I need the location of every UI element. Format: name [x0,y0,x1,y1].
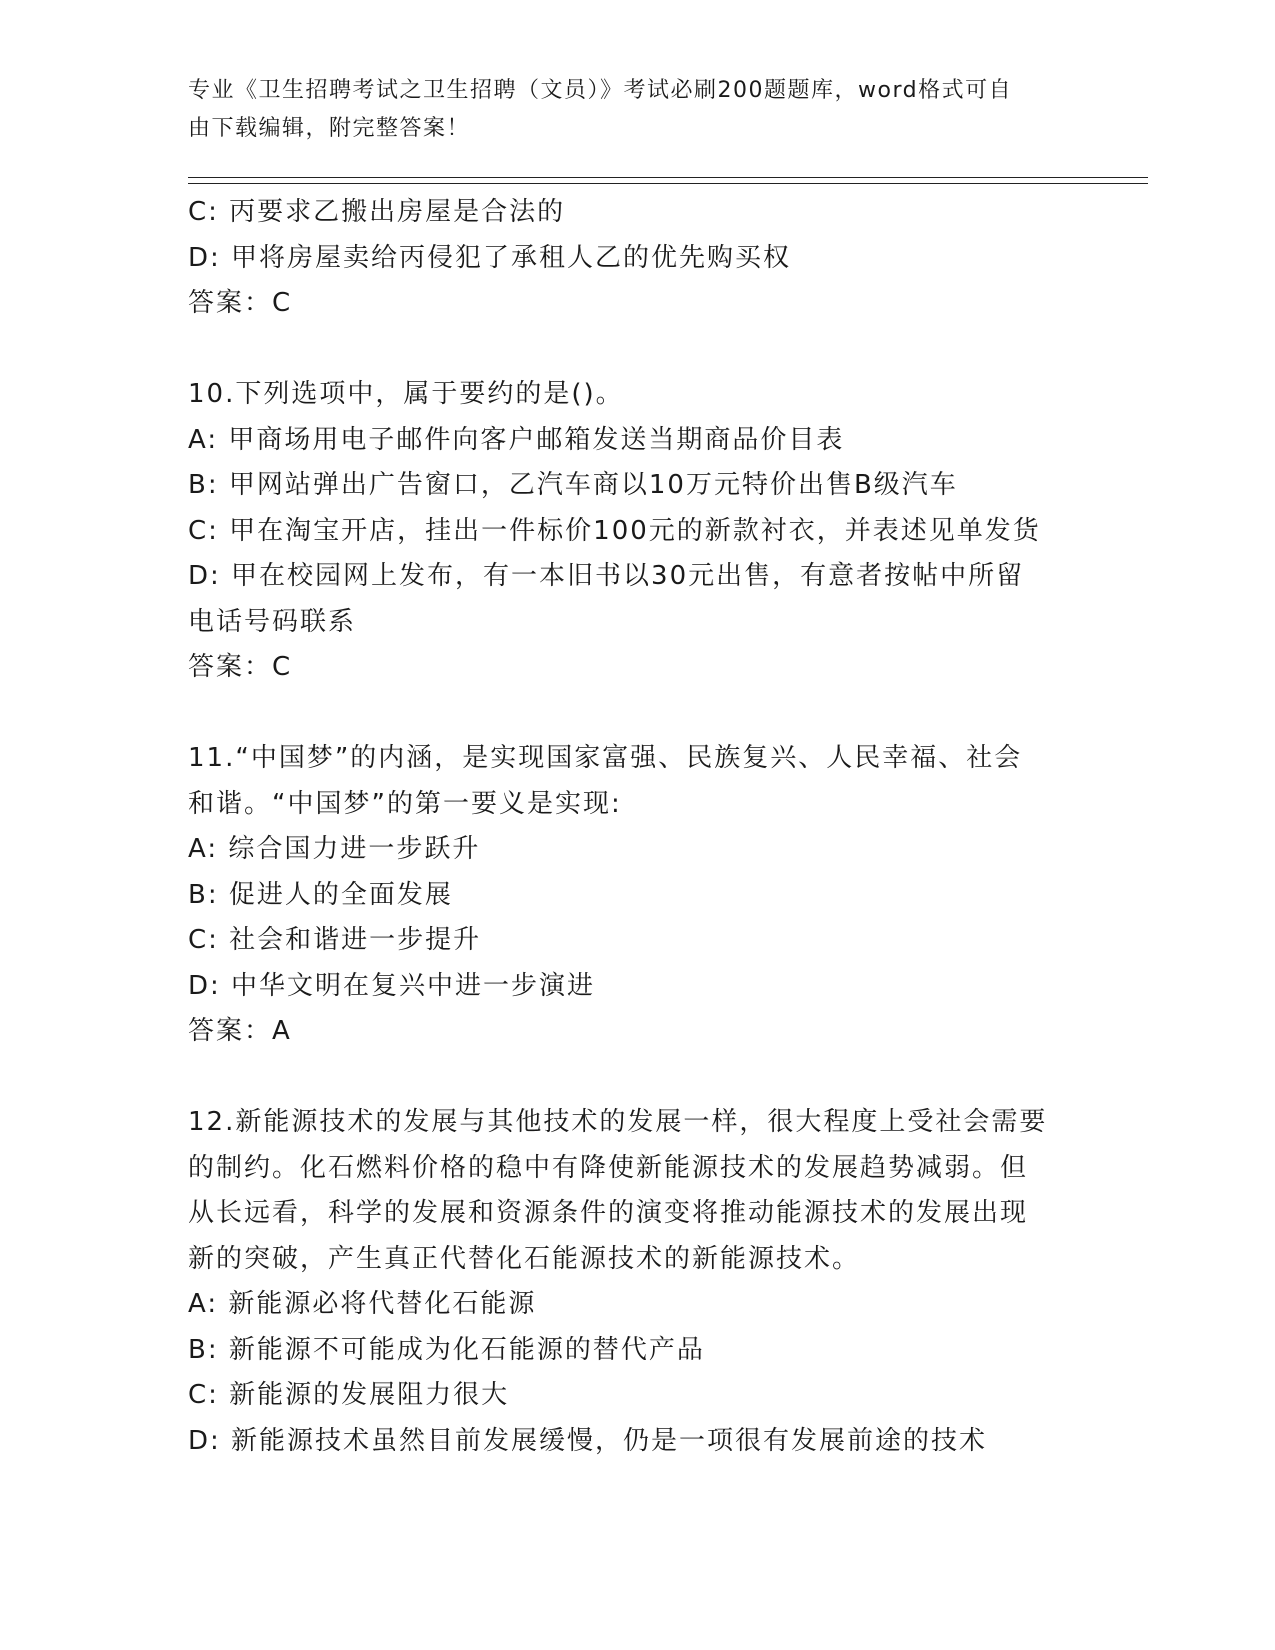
question-stem: 11.“中国梦”的内涵，是实现国家富强、民族复兴、人民幸福、社会 [188,743,1023,773]
option-a: A: 综合国力进一步跃升 [188,834,481,864]
option-a: A: 甲商场用电子邮件向客户邮箱发送当期商品价目表 [188,424,845,455]
header-rule-top [188,177,1148,178]
answer: 答案：C [188,288,293,318]
question-10 [188,372,1088,691]
question-stem-continued: 从长远看，科学的发展和资源条件的演变将推动能源技术的发展出现 [188,1198,1029,1228]
option-a: A: 新能源必将代替化石能源 [188,1289,537,1319]
question-11 [188,736,1088,1055]
spacer [188,327,1088,373]
question-stem: 12.新能源技术的发展与其他技术的发展一样，很大程度上受社会需要 [188,1107,1048,1137]
option-c: C: 甲在淘宝开店，挂出一件标价100元的新款衬衣，并表述见单发货 [188,515,1041,546]
option-b: B: 新能源不可能成为化石能源的替代产品 [188,1334,705,1365]
option-b: B: 促进人的全面发展 [188,879,453,910]
option-c: C: 丙要求乙搬出房屋是合法的 [188,197,566,227]
option-d: D: 甲将房屋卖给丙侵犯了承租人乙的优先购买权 [188,242,792,273]
option-d: D: 新能源技术虽然目前发展缓慢，仍是一项很有发展前途的技术 [188,1425,988,1456]
question-stem-continued: 的制约。化石燃料价格的稳中有降使新能源技术的发展趋势减弱。但 [188,1152,1029,1183]
question-9 [188,190,1088,327]
question-list [188,190,1088,1464]
option-d-continued: 电话号码联系 [188,606,357,637]
option-c: C: 新能源的发展阻力很大 [188,1380,510,1410]
answer: 答案：A [188,1016,292,1046]
header-line-1: 专业《卫生招聘考试之卫生招聘（文员）》考试必刷200题题库，word格式可自 [188,78,1013,103]
option-d: D: 甲在校园网上发布，有一本旧书以30元出售，有意者按帖中所留 [188,561,1025,591]
header-rule-bottom [188,183,1148,184]
spacer [188,691,1088,737]
spacer [188,1055,1088,1101]
question-stem-continued: 新的突破，产生真正代替化石能源技术的新能源技术。 [188,1243,861,1274]
answer: 答案：C [188,652,293,682]
question-12 [188,1100,1088,1464]
option-d: D: 中华文明在复兴中进一步演进 [188,970,596,1001]
question-stem-continued: 和谐。“中国梦”的第一要义是实现: [188,788,622,819]
document-header [188,72,1068,148]
option-b: B: 甲网站弹出广告窗口，乙汽车商以10万元特价出售B级汽车 [188,470,958,500]
option-c: C: 社会和谐进一步提升 [188,925,482,955]
header-line-2: 由下载编辑，附完整答案！ [188,116,471,141]
question-stem: 10.下列选项中，属于要约的是()。 [188,379,624,409]
